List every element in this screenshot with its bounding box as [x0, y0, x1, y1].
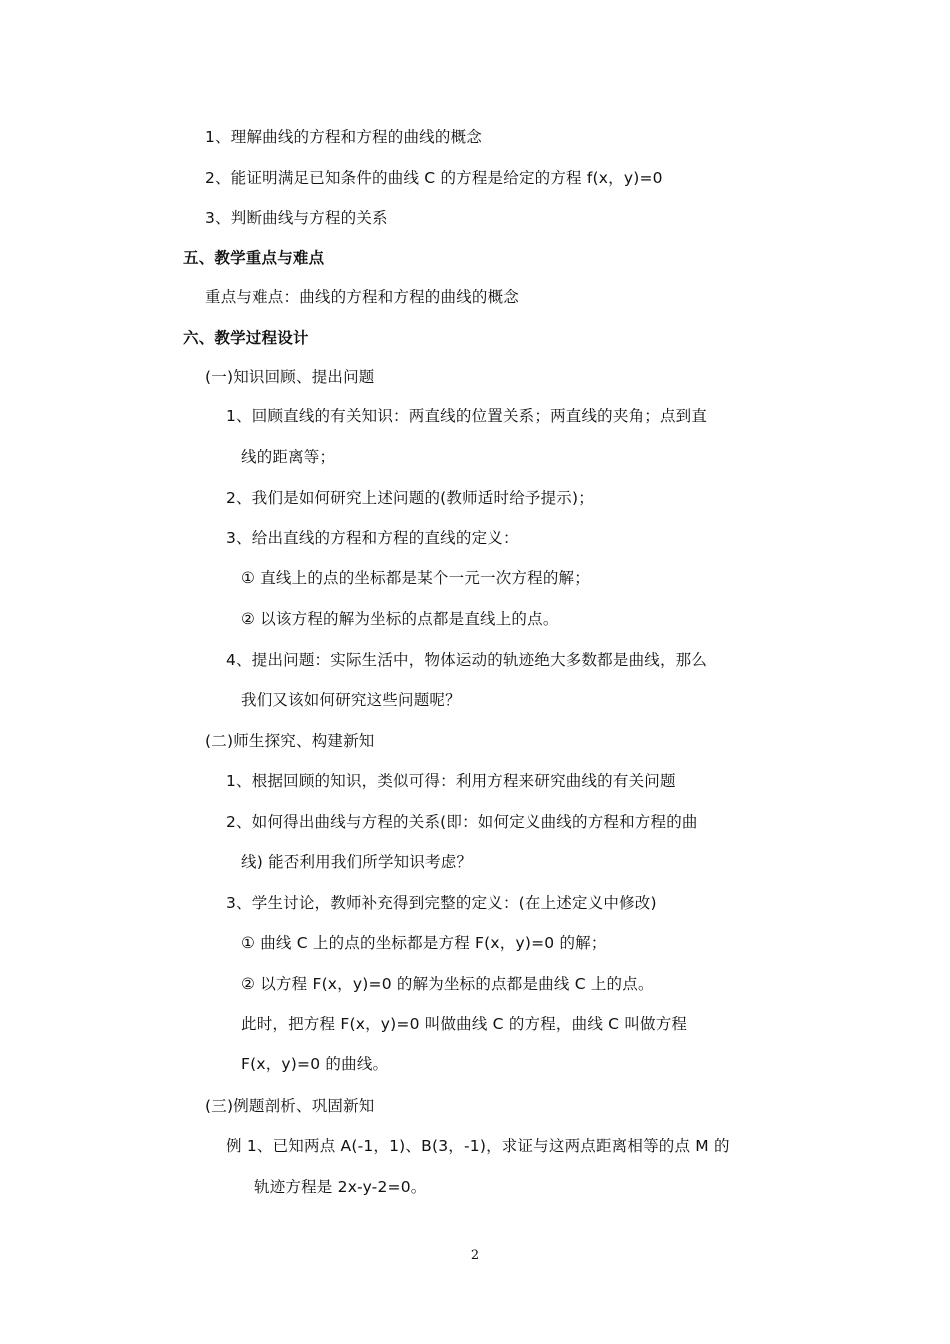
example-1-line-2: 轨迹方程是 2x-y-2=0。	[254, 1178, 427, 1196]
part-2-note-line-1: 此时，把方程 F(x，y)=0 叫做曲线 C 的方程，曲线 C 叫做方程	[241, 1015, 688, 1033]
section-5-content: 重点与难点：曲线的方程和方程的曲线的概念	[205, 288, 520, 306]
part-3-title: (三)例题剖析、巩固新知	[205, 1097, 375, 1115]
part-2-item-3: 3、学生讨论，教师补充得到完整的定义：(在上述定义中修改)	[226, 894, 657, 912]
part-1-item-4-line-1: 4、提出问题：实际生活中，物体运动的轨迹绝大多数都是曲线，那么	[226, 651, 708, 669]
part-2-definition-2: ② 以方程 F(x，y)=0 的解为坐标的点都是曲线 C 上的点。	[241, 975, 654, 993]
example-1-line-1: 例 1、已知两点 A(-1，1)、B(3，-1)，求证与这两点距离相等的点 M 的	[226, 1137, 730, 1155]
part-1-title: (一)知识回顾、提出问题	[205, 368, 375, 386]
part-1-item-4-line-2: 我们又该如何研究这些问题呢？	[241, 691, 461, 709]
page-number: 2	[470, 1248, 480, 1263]
part-2-note-line-2: F(x，y)=0 的曲线。	[241, 1055, 389, 1073]
part-2-title: (二)师生探究、构建新知	[205, 732, 375, 750]
part-1-item-1-line-1: 1、回顾直线的有关知识：两直线的位置关系；两直线的夹角；点到直	[226, 407, 708, 425]
section-5-heading: 五、教学重点与难点	[183, 249, 325, 267]
part-2-definition-1: ① 曲线 C 上的点的坐标都是方程 F(x，y)=0 的解；	[241, 934, 607, 952]
part-2-item-2-line-2: 线) 能否利用我们所学知识考虑？	[241, 853, 473, 871]
goal-item-2: 2、能证明满足已知条件的曲线 C 的方程是给定的方程 f(x，y)=0	[205, 169, 663, 187]
part-1-definition-1: ① 直线上的点的坐标都是某个一元一次方程的解；	[241, 569, 590, 587]
section-6-heading: 六、教学过程设计	[183, 329, 309, 347]
part-1-definition-2: ② 以该方程的解为坐标的点都是直线上的点。	[241, 610, 559, 628]
part-1-item-3: 3、给出直线的方程和方程的直线的定义：	[226, 529, 519, 547]
part-2-item-1: 1、根据回顾的知识，类似可得：利用方程来研究曲线的有关问题	[226, 772, 676, 790]
goal-item-3: 3、判断曲线与方程的关系	[205, 209, 388, 227]
part-1-item-2: 2、我们是如何研究上述问题的(教师适时给予提示)；	[226, 489, 594, 507]
goal-item-1: 1、理解曲线的方程和方程的曲线的概念	[205, 128, 482, 146]
part-1-item-1-line-2: 线的距离等；	[241, 448, 336, 466]
part-2-item-2-line-1: 2、如何得出曲线与方程的关系(即：如何定义曲线的方程和方程的曲	[226, 813, 698, 831]
